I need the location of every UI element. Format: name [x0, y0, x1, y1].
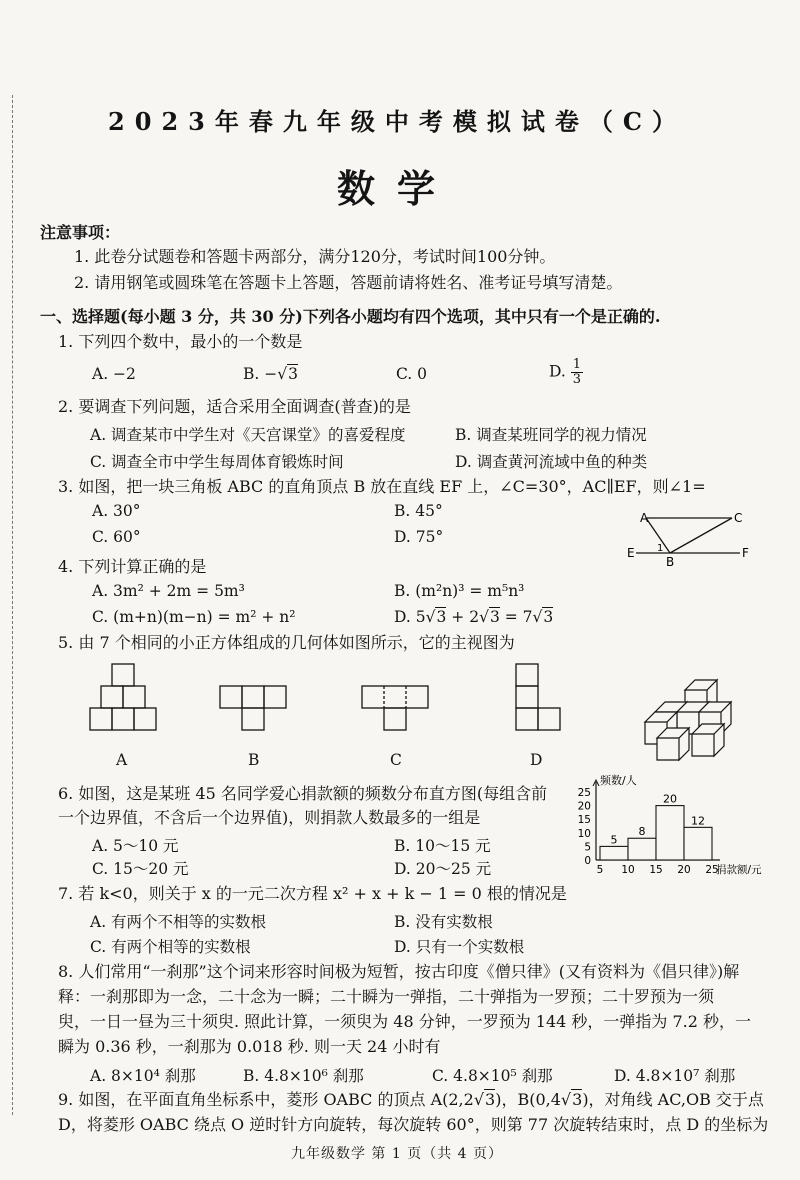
x-tick-label-10: 10: [621, 864, 635, 876]
q9-line1: 9. 如图，在平面直角坐标系中，菱形 OABC 的顶点 A(2,2√3)，B(0,4√3)，对角线 AC,OB 交于点: [58, 1090, 764, 1109]
q3-option-a: A. 30°: [92, 502, 141, 520]
q5-view-b: [220, 686, 286, 730]
note-item-2: 2. 请用钢笔或圆珠笔在答题卡上答题，答题前请将姓名、准考证号填写清楚。: [74, 273, 623, 292]
q8-line3: 臾，一日一昼为三十须臾. 照此计算，一须臾为 48 分钟，一罗预为 144 秒，一弹指为 7.2 秒，一: [58, 1012, 752, 1031]
q3-triangle-figure: [622, 505, 772, 567]
q5-label-c: C: [390, 751, 402, 769]
q8-line4: 瞬为 0.36 秒，一刹那为 0.018 秒. 则一天 24 小时有: [58, 1037, 441, 1056]
q3-stem: 3. 如图，把一块三角板 ABC 的直角顶点 B 放在直线 EF 上，∠C=30°，AC∥EF，则∠1=: [58, 477, 706, 496]
q2-option-d: D. 调查黄河流域中鱼的种类: [455, 453, 648, 471]
q1-option-d: D. $\frac{1}{3}$: [549, 357, 582, 387]
q5-label-b: B: [248, 751, 260, 769]
q4-stem: 4. 下列计算正确的是: [58, 557, 207, 576]
q6-option-d: D. 20～25 元: [394, 860, 492, 878]
y-tick-label-10: 10: [577, 827, 591, 840]
q5-label-a: A: [116, 751, 128, 769]
q3-label-a: A: [640, 511, 649, 525]
section-heading: 一、选择题(每小题 3 分，共 30 分)下列各小题均有四个选项，其中只有一个是正确的.: [40, 307, 661, 326]
bar-label-20～25: 12: [691, 814, 705, 828]
q3-label-c: C: [734, 511, 743, 525]
q3-option-c: C. 60°: [92, 528, 141, 546]
subject-title: 数学: [336, 166, 457, 211]
q1-option-b: B. −√3: [243, 365, 298, 383]
q6-stem-line1: 6. 如图，这是某班 45 名同学爱心捐款额的频数分布直方图(每组含前: [58, 784, 548, 803]
binding-line: [12, 95, 13, 1115]
y-tick-label-15: 15: [577, 814, 591, 827]
q4-option-b: B. (m²n)³ = m⁵n³: [394, 582, 525, 600]
bar-15～20: [656, 806, 684, 860]
bar-20～25: [684, 827, 712, 860]
q6-stem-line2: 一个边界值，不含后一个边界值)，则捐款人数最多的一组是: [58, 808, 481, 827]
q5-view-a: [90, 664, 156, 730]
x-tick-label-15: 15: [649, 864, 663, 876]
y-tick-label-20: 20: [577, 800, 591, 813]
q1-option-c: C. 0: [396, 365, 428, 383]
note-item-1: 1. 此卷分试题卷和答题卡两部分，满分120分，考试时间100分钟。: [74, 247, 556, 266]
q3-label-e: E: [627, 546, 635, 560]
q5-solid-figure: [645, 680, 731, 760]
q5-label-d: D: [530, 751, 543, 769]
q7-option-a: A. 有两个不相等的实数根: [90, 913, 267, 931]
x-tick-label-25: 25: [705, 864, 719, 876]
x-axis-label: 捐款额/元: [716, 864, 762, 876]
bar-label-15～20: 20: [663, 792, 677, 806]
q8-option-d: D. 4.8×10⁷ 刹那: [614, 1067, 736, 1085]
q3-label-f: F: [742, 546, 749, 560]
q6-option-b: B. 10～15 元: [394, 837, 491, 855]
q3-label-b: B: [666, 555, 675, 569]
q8-option-c: C. 4.8×10⁵ 刹那: [432, 1067, 553, 1085]
q3-label-angle-1: 1: [657, 543, 664, 554]
y-tick-label-25: 25: [577, 787, 591, 799]
x-tick-label-20: 20: [677, 864, 691, 876]
bar-label-5～10: 5: [610, 833, 618, 847]
q1-option-a: A. −2: [92, 365, 136, 383]
q8-option-b: B. 4.8×10⁶ 刹那: [243, 1067, 364, 1085]
q6-histogram: [560, 772, 762, 876]
q6-option-c: C. 15～20 元: [92, 860, 189, 878]
q4-option-d: D. 5√3 + 2√3 = 7√3: [394, 608, 554, 626]
q4-option-c: C. (m+n)(m−n) = m² + n²: [92, 608, 296, 626]
q9-line2: D，将菱形 OABC 绕点 O 逆时针方向旋转，每次旋转 60°，则第 77 次旋转结束时，点 D 的坐标为: [58, 1115, 769, 1134]
q2-stem: 2. 要调查下列问题，适合采用全面调查(普查)的是: [58, 397, 411, 416]
bar-label-10～15: 8: [638, 825, 646, 839]
notes-heading: 注意事项：: [40, 223, 121, 242]
bar-5～10: [600, 846, 628, 860]
q8-line2: 释：一刹那即为一念，二十念为一瞬；二十瞬为一弹指，二十弹指为一罗预；二十罗预为一须: [58, 987, 715, 1006]
y-tick-label-5: 5: [584, 841, 591, 854]
q2-option-b: B. 调查某班同学的视力情况: [455, 426, 647, 444]
q5-view-d: [516, 664, 560, 730]
q7-option-c: C. 有两个相等的实数根: [90, 938, 251, 956]
q6-option-a: A. 5～10 元: [92, 837, 179, 855]
q8-line1: 8. 人们常用“一刹那”这个词来形容时间极为短暂，按古印度《僧只律》(又有资料为《倡只律》)解: [58, 962, 740, 981]
q4-option-a: A. 3m² + 2m = 5m³: [92, 582, 245, 600]
q7-option-d: D. 只有一个实数根: [394, 938, 525, 956]
q5-view-c: [362, 686, 428, 730]
bar-10～15: [628, 838, 656, 860]
y-axis-label: 频数/人: [600, 774, 637, 787]
q3-option-b: B. 45°: [394, 502, 443, 520]
q7-stem: 7. 若 k<0，则关于 x 的一元二次方程 x² + x + k − 1 = 0 根的情况是: [58, 884, 567, 903]
q3-option-d: D. 75°: [394, 528, 444, 546]
page-footer: 九年级数学 第 1 页（共 4 页）: [290, 1146, 504, 1162]
q5-views-figure: [80, 660, 800, 770]
q7-option-b: B. 没有实数根: [394, 913, 493, 931]
y-tick-label-0: 0: [584, 855, 591, 867]
q1-stem: 1. 下列四个数中，最小的一个数是: [58, 332, 303, 351]
q2-option-a: A. 调查某市中学生对《天宫课堂》的喜爱程度: [90, 426, 406, 444]
exam-title: 2023年春九年级中考模拟试卷（C）: [108, 107, 686, 136]
q8-option-a: A. 8×10⁴ 刹那: [90, 1067, 196, 1085]
q2-option-c: C. 调查全市中学生每周体育锻炼时间: [90, 453, 344, 471]
x-tick-label-5: 5: [596, 864, 604, 876]
q5-stem: 5. 由 7 个相同的小正方体组成的几何体如图所示，它的主视图为: [58, 633, 515, 652]
